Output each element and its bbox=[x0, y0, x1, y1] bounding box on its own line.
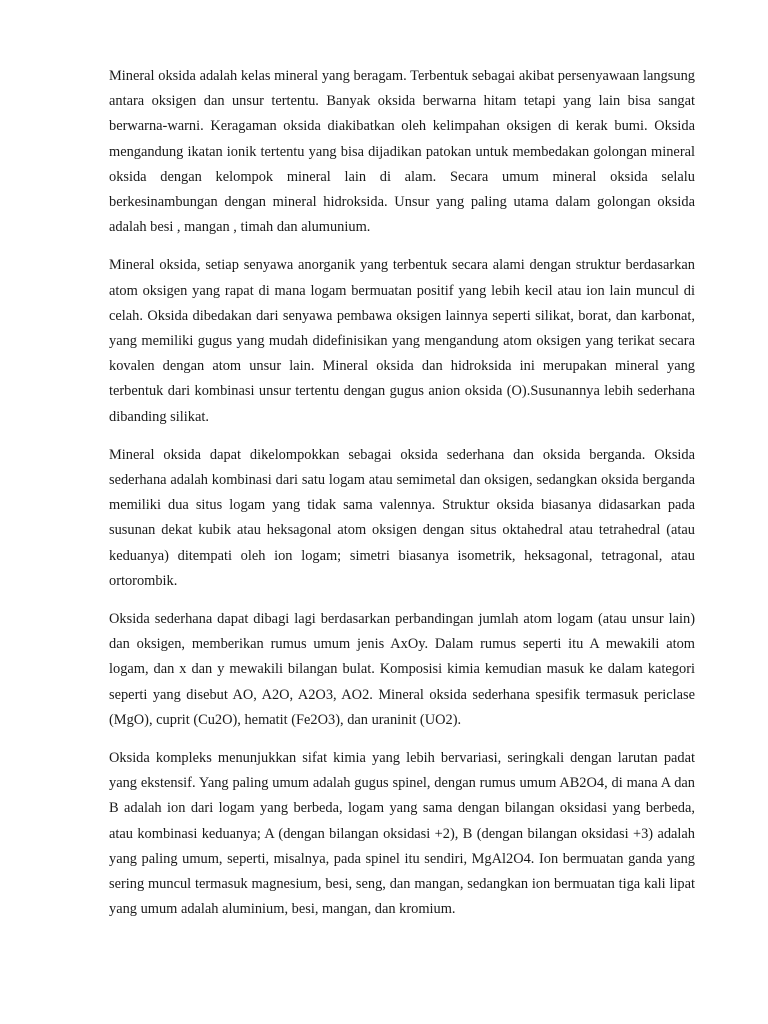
paragraph-3: Mineral oksida dapat dikelompokkan sebagai oksida sederhana dan oksida berganda. Oksida sederhana adalah kombinasi dari satu logam atau semimetal dan oksigen, sedangkan oksida berganda memiliki dua situs logam yang tidak sama valennya. Struktur oksida biasanya didasarkan pada susunan dekat kubik atau heksagonal atom oksigen dengan situs oktahedral atau tetrahedral (atau keduanya) ditempati oleh ion logam; simetri biasanya isometrik, heksagonal, tetragonal, atau ortorombik. bbox=[109, 446, 695, 589]
paragraph-5: Oksida kompleks menunjukkan sifat kimia yang lebih bervariasi, seringkali dengan larutan padat yang ekstensif. Yang paling umum adalah gugus spinel, dengan rumus umum AB2O4, di mana A dan B adalah ion dari logam yang berbeda, logam yang sama dengan bilangan oksidasi yang berbeda, atau kombinasi keduanya; A (dengan bilangan oksidasi +2), B (dengan bilangan oksidasi +3) adalah yang paling umum, seperti, misalnya, pada spinel itu sendiri, MgAl2O4. Ion bermuatan ganda yang sering muncul termasuk magnesium, besi, seng, dan mangan, sedangkan ion bermuatan tiga kali lipat yang umum adalah aluminium, besi, mangan, dan kromium. bbox=[109, 750, 695, 918]
document-page bbox=[109, 64, 695, 936]
paragraph-1: Mineral oksida adalah kelas mineral yang beragam. Terbentuk sebagai akibat persenyawaan langsung antara oksigen dan unsur tertentu. Banyak oksida berwarna hitam tetapi yang lain bisa sangat berwarna-warni. Keragaman oksida diakibatkan oleh kelimpahan oksigen di kerak bumi. Oksida mengandung ikatan ionik tertentu yang bisa dijadikan patokan untuk membedakan golongan mineral oksida dengan kelompok mineral lain di alam. Secara umum mineral oksida selalu berkesinambungan dengan mineral hidroksida. Unsur yang paling utama dalam golongan oksida adalah besi , mangan , timah dan alumunium. bbox=[109, 68, 695, 236]
paragraph-4: Oksida sederhana dapat dibagi lagi berdasarkan perbandingan jumlah atom logam (atau unsur lain) dan oksigen, memberikan rumus umum jenis AxOy. Dalam rumus seperti itu A mewakili atom logam, dan x dan y mewakili bilangan bulat. Komposisi kimia kemudian masuk ke dalam kategori seperti yang disebut AO, A2O, A2O3, AO2. Mineral oksida sederhana spesifik termasuk periclase (MgO), cuprit (Cu2O), hematit (Fe2O3), dan uraninit (UO2). bbox=[109, 611, 695, 728]
paragraph-2: Mineral oksida, setiap senyawa anorganik yang terbentuk secara alami dengan struktur berdasarkan atom oksigen yang rapat di mana logam bermuatan positif yang lebih kecil atau ion lain muncul di celah. Oksida dibedakan dari senyawa pembawa oksigen lainnya seperti silikat, borat, dan karbonat, yang memiliki gugus yang mudah didefinisikan yang mengandung atom oksigen yang terikat secara kovalen dengan atom unsur lain. Mineral oksida dan hidroksida ini merupakan mineral yang terbentuk dari kombinasi unsur tertentu dengan gugus anion oksida (O).Susunannya lebih sederhana dibanding silikat. bbox=[109, 257, 695, 425]
